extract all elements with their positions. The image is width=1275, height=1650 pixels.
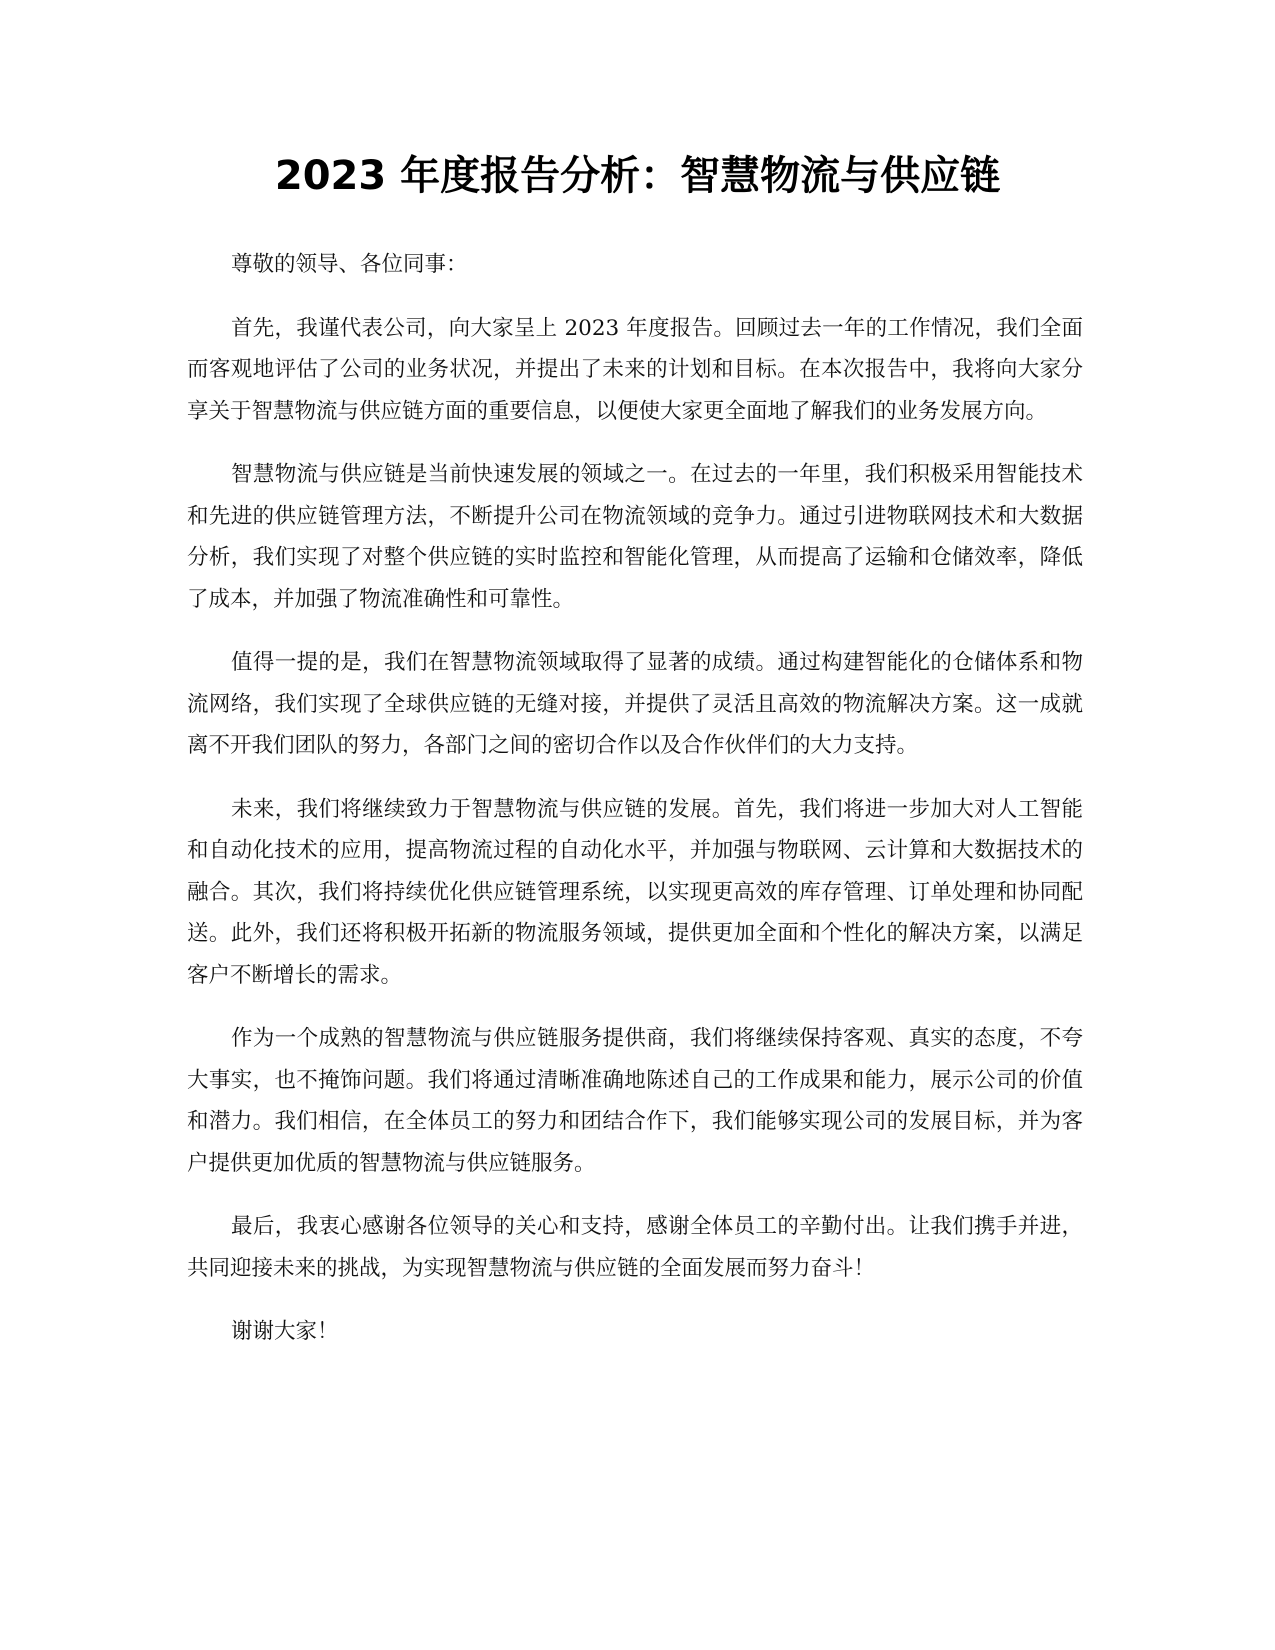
document-title: 2023 年度报告分析：智慧物流与供应链 bbox=[274, 153, 1001, 199]
paragraph-commitment: 作为一个成熟的智慧物流与供应链服务提供商，我们将继续保持客观、真实的态度，不夸大事实，也不掩饰问题。我们将通过清晰准确地陈述自己的工作成果和能力，展示公司的价值和潜力。我们相信，在全体员工的努力和团结合作下，我们能够实现公司的发展目标，并为客户提供更加优质的智慧物流与供应链服务。 bbox=[187, 1026, 1083, 1176]
paragraph-introduction: 首先，我谨代表公司，向大家呈上 2023 年度报告。回顾过去一年的工作情况，我们全面而客观地评估了公司的业务状况，并提出了未来的计划和目标。在本次报告中，我将向大家分享关于智慧物流与供应链方面的重要信息，以便使大家更全面地了解我们的业务发展方向。 bbox=[187, 315, 1083, 424]
paragraph-thanks: 最后，我衷心感谢各位领导的关心和支持，感谢全体员工的辛勤付出。让我们携手并进，共同迎接未来的挑战，为实现智慧物流与供应链的全面发展而努力奋斗！ bbox=[187, 1214, 1083, 1281]
paragraph-achievements: 值得一提的是，我们在智慧物流领域取得了显著的成绩。通过构建智能化的仓储体系和物流网络，我们实现了全球供应链的无缝对接，并提供了灵活且高效的物流解决方案。这一成就离不开我们团队的努力，各部门之间的密切合作以及合作伙伴们的大力支持。 bbox=[187, 650, 1083, 758]
document-body bbox=[187, 244, 1083, 1375]
paragraph-closing: 谢谢大家！ bbox=[231, 1319, 339, 1344]
paragraph-salutation: 尊敬的领导、各位同事： bbox=[231, 252, 468, 277]
paragraph-overview: 智慧物流与供应链是当前快速发展的领域之一。在过去的一年里，我们积极采用智能技术和先进的供应链管理方法，不断提升公司在物流领域的竞争力。通过引进物联网技术和大数据分析，我们实现了对整个供应链的实时监控和智能化管理，从而提高了运输和仓储效率，降低了成本，并加强了物流准确性和可靠性。 bbox=[187, 462, 1083, 612]
paragraph-future-plans: 未来，我们将继续致力于智慧物流与供应链的发展。首先，我们将进一步加大对人工智能和自动化技术的应用，提高物流过程的自动化水平，并加强与物联网、云计算和大数据技术的融合。其次，我们将持续优化供应链管理系统，以实现更高效的库存管理、订单处理和协同配送。此外，我们还将积极开拓新的物流服务领域，提供更加全面和个性化的解决方案，以满足客户不断增长的需求。 bbox=[187, 796, 1083, 988]
